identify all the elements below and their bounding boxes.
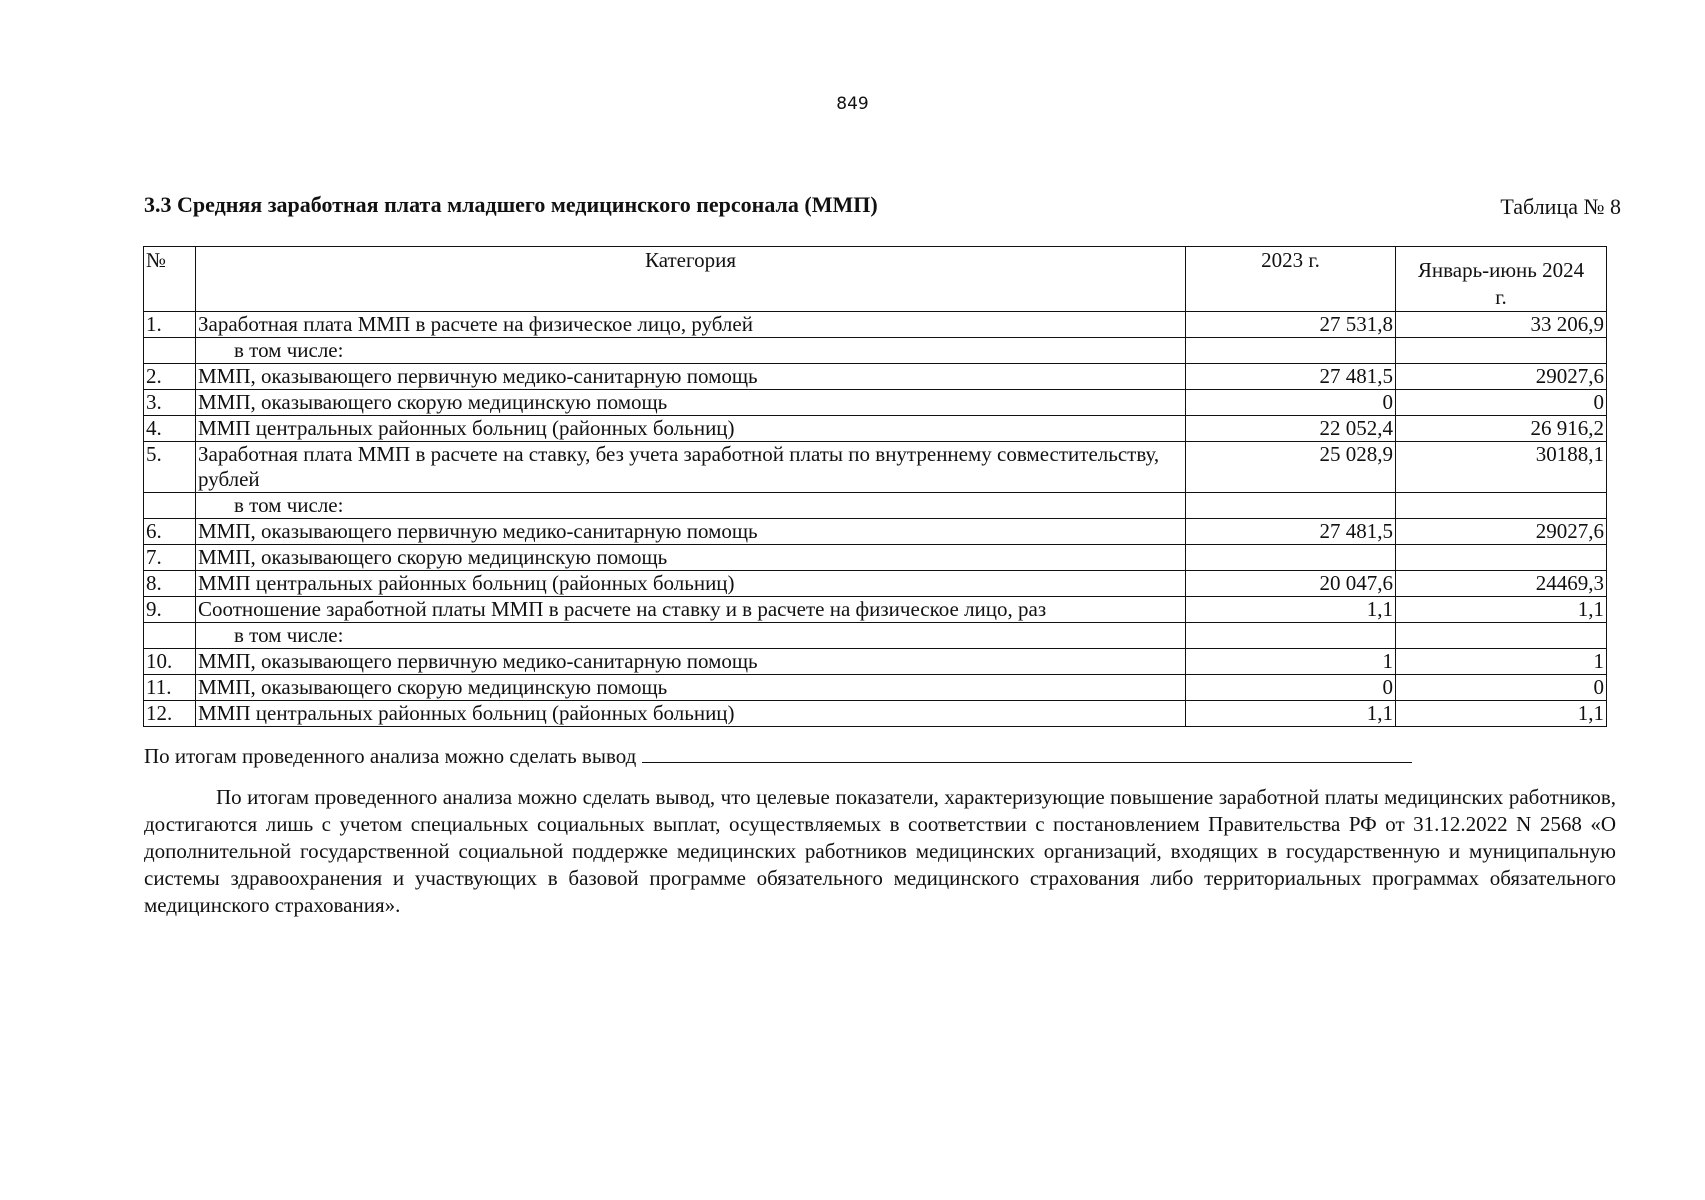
section-title: 3.3 Средняя заработная плата младшего медицинского персонала (ММП) (144, 192, 878, 217)
table-row (144, 701, 1607, 727)
row-category: в том числе: (196, 338, 1186, 364)
table-row (144, 545, 1607, 571)
row-category: ММП, оказывающего скорую медицинскую помощь (196, 545, 1186, 571)
row-number: 11. (144, 675, 196, 701)
row-category: ММП, оказывающего скорую медицинскую помощь (196, 675, 1186, 701)
value-2024: 33 206,9 (1396, 312, 1607, 338)
value-2024: 26 916,2 (1396, 416, 1607, 442)
value-2023: 27 481,5 (1186, 519, 1396, 545)
row-category: Соотношение заработной платы ММП в расчете на ставку и в расчете на физическое лицо, раз (196, 597, 1186, 623)
value-2023 (1186, 338, 1396, 364)
row-number: 4. (144, 416, 196, 442)
row-category: в том числе: (196, 493, 1186, 519)
value-2024: 1 (1396, 649, 1607, 675)
value-2023: 1,1 (1186, 701, 1396, 727)
table-row (144, 519, 1607, 545)
value-2023: 25 028,9 (1186, 442, 1396, 493)
value-2023: 1,1 (1186, 597, 1396, 623)
row-number: 10. (144, 649, 196, 675)
conclusion-prompt: По итогам проведенного анализа можно сделать вывод (144, 744, 637, 768)
table-row (144, 675, 1607, 701)
table-row (144, 493, 1607, 519)
value-2023 (1186, 545, 1396, 571)
conclusion-line (144, 744, 1412, 769)
header-2024: Январь-июнь 2024 г. (1396, 247, 1607, 312)
header-2023: 2023 г. (1186, 247, 1396, 312)
salary-table (143, 246, 1607, 727)
table-row (144, 390, 1607, 416)
row-category: Заработная плата ММП в расчете на ставку, без учета заработной платы по внутреннему совместительству, рублей (196, 442, 1186, 493)
value-2024: 24469,3 (1396, 571, 1607, 597)
row-number: 5. (144, 442, 196, 493)
row-number (144, 623, 196, 649)
row-number: 7. (144, 545, 196, 571)
row-number: 3. (144, 390, 196, 416)
table-row (144, 623, 1607, 649)
table-row (144, 364, 1607, 390)
conclusion-paragraph: По итогам проведенного анализа можно сделать вывод, что целевые показатели, характеризующие повышение заработной платы медицинских работников, достигаются лишь с учетом специальных социальных выплат, осуществляемых в соответствии с постановлением Правительства РФ от 31.12.2022 N 2568 «О дополнительной государственной социальной поддержке медицинских работников медицинских организаций, входящих в государственную и муниципальную системы здравоохранения и участвующих в базовой программе обязательного медицинского страхования либо территориальных программах обязательного медицинского страхования». (144, 785, 1616, 917)
table-row (144, 442, 1607, 493)
table-label: Таблица № 8 (1500, 194, 1621, 219)
row-category: ММП центральных районных больниц (районных больниц) (196, 571, 1186, 597)
row-number: 8. (144, 571, 196, 597)
table-row (144, 649, 1607, 675)
row-number (144, 493, 196, 519)
row-category: в том числе: (196, 623, 1186, 649)
row-category: Заработная плата ММП в расчете на физическое лицо, рублей (196, 312, 1186, 338)
row-number (144, 338, 196, 364)
table-row (144, 338, 1607, 364)
row-number: 6. (144, 519, 196, 545)
value-2024: 30188,1 (1396, 442, 1607, 493)
value-2023: 1 (1186, 649, 1396, 675)
value-2024 (1396, 493, 1607, 519)
row-category: ММП, оказывающего скорую медицинскую помощь (196, 390, 1186, 416)
table-row (144, 597, 1607, 623)
value-2024 (1396, 545, 1607, 571)
row-category: ММП центральных районных больниц (районных больниц) (196, 701, 1186, 727)
value-2023 (1186, 623, 1396, 649)
table-row (144, 571, 1607, 597)
value-2023: 0 (1186, 675, 1396, 701)
table-header-row (144, 247, 1607, 312)
value-2024: 0 (1396, 675, 1607, 701)
value-2024 (1396, 623, 1607, 649)
table-row (144, 416, 1607, 442)
row-category: ММП, оказывающего первичную медико-санитарную помощь (196, 519, 1186, 545)
conclusion-blank-line (642, 744, 1412, 763)
row-number: 12. (144, 701, 196, 727)
value-2023: 20 047,6 (1186, 571, 1396, 597)
value-2024: 29027,6 (1396, 519, 1607, 545)
value-2024: 29027,6 (1396, 364, 1607, 390)
header-category: Категория (196, 247, 1186, 312)
value-2023: 0 (1186, 390, 1396, 416)
header-num: № (144, 247, 196, 312)
value-2024 (1396, 338, 1607, 364)
row-category: ММП центральных районных больниц (районных больниц) (196, 416, 1186, 442)
value-2023: 22 052,4 (1186, 416, 1396, 442)
value-2023: 27 481,5 (1186, 364, 1396, 390)
table-body (144, 312, 1607, 727)
table-row (144, 312, 1607, 338)
value-2024: 0 (1396, 390, 1607, 416)
value-2023 (1186, 493, 1396, 519)
row-number: 9. (144, 597, 196, 623)
row-number: 2. (144, 364, 196, 390)
row-category: ММП, оказывающего первичную медико-санитарную помощь (196, 364, 1186, 390)
row-number: 1. (144, 312, 196, 338)
page-number: 849 (836, 94, 869, 114)
row-category: ММП, оказывающего первичную медико-санитарную помощь (196, 649, 1186, 675)
value-2024: 1,1 (1396, 597, 1607, 623)
value-2023: 27 531,8 (1186, 312, 1396, 338)
value-2024: 1,1 (1396, 701, 1607, 727)
